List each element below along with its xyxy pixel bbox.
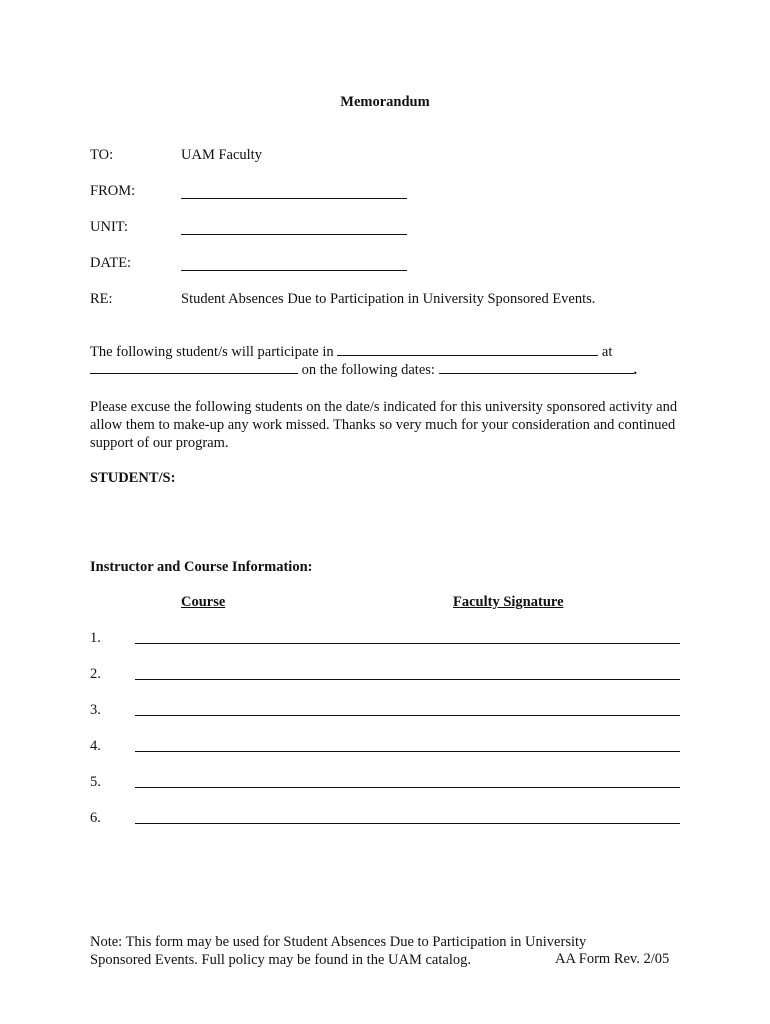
unit-field[interactable] [181, 220, 407, 235]
dates-label: on the following dates: [301, 362, 435, 378]
from-label: FROM: [90, 183, 136, 199]
row-number: 2. [90, 666, 101, 682]
participation-prefix: The following student/s will participate in [90, 344, 334, 360]
row-number: 6. [90, 810, 101, 826]
participation-at: at [601, 344, 613, 360]
location-field[interactable] [90, 362, 298, 374]
dates-period: . [633, 362, 638, 378]
date-label: DATE: [90, 255, 132, 271]
event-field[interactable] [337, 344, 598, 356]
row-number: 5. [90, 774, 101, 790]
from-field[interactable] [181, 184, 407, 199]
to-label: TO: [90, 147, 114, 163]
students-label: STUDENT/S: [90, 470, 176, 486]
footer-note-line1: Note: This form may be used for Student Absences Due to Participation in University [90, 934, 587, 950]
participation-line [90, 344, 612, 361]
footer-note-line2: Sponsored Events. Full policy may be found in the UAM catalog. [90, 952, 471, 968]
re-value: Student Absences Due to Participation in University Sponsored Events. [181, 291, 596, 307]
row-number: 1. [90, 630, 101, 646]
dates-line [90, 362, 637, 379]
date-field[interactable] [181, 256, 407, 271]
course-row-line[interactable] [135, 701, 680, 716]
re-label: RE: [90, 291, 113, 307]
course-row-line[interactable] [135, 773, 680, 788]
signature-column-header: Faculty Signature [453, 594, 564, 610]
course-row-line[interactable] [135, 737, 680, 752]
course-column-header: Course [181, 594, 226, 610]
instructor-heading: Instructor and Course Information: [90, 559, 313, 575]
course-row-line[interactable] [135, 629, 680, 644]
row-number: 3. [90, 702, 101, 718]
to-value: UAM Faculty [181, 147, 262, 163]
unit-label: UNIT: [90, 219, 128, 235]
excuse-paragraph: Please excuse the following students on the date/s indicated for this university sponsored activity and allow them to make-up any work missed. Thanks so very much for your consideration and continued support of our program. [90, 399, 678, 451]
course-row-line[interactable] [135, 665, 680, 680]
memo-title: Memorandum [340, 94, 430, 110]
row-number: 4. [90, 738, 101, 754]
course-row-line[interactable] [135, 809, 680, 824]
dates-field[interactable] [439, 362, 634, 374]
form-revision: AA Form Rev. 2/05 [555, 951, 670, 967]
